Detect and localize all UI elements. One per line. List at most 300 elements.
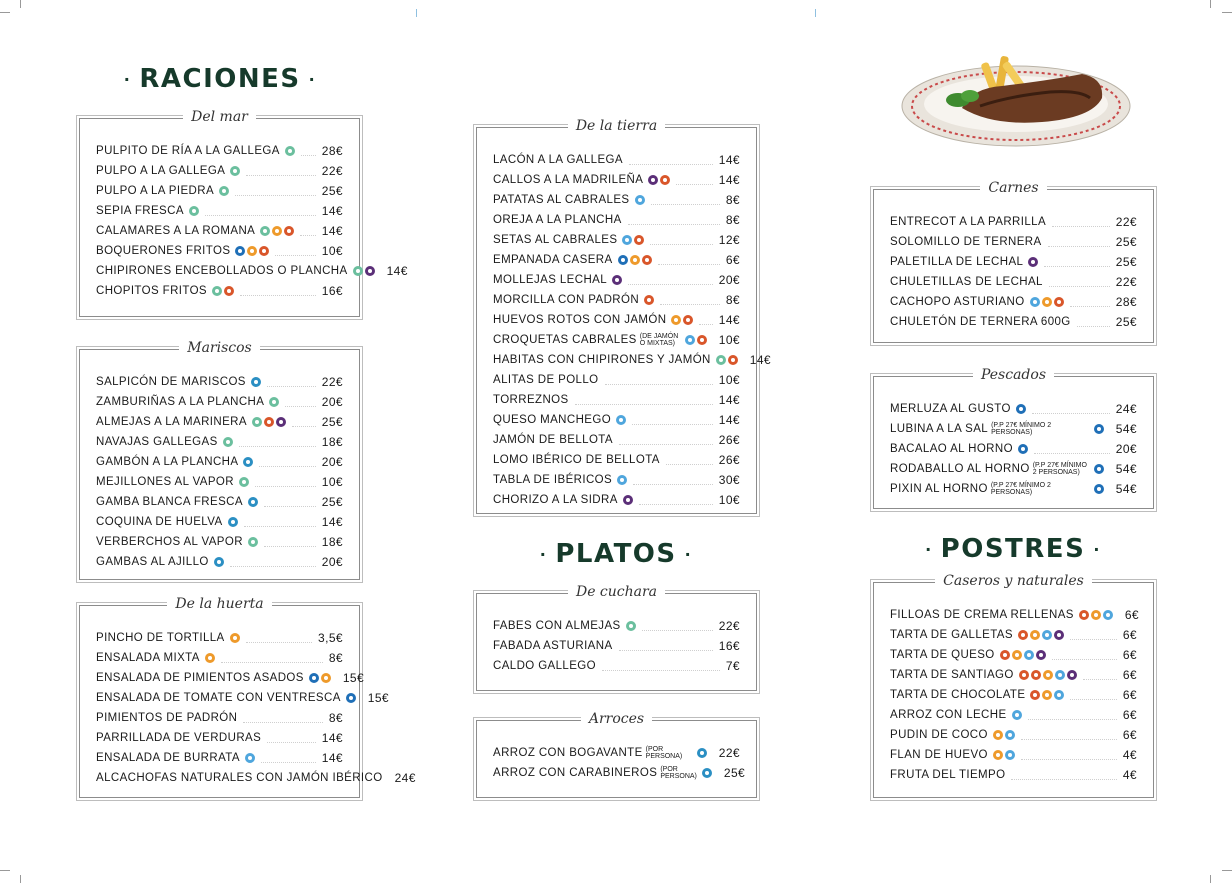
menu-item xyxy=(890,212,1137,232)
item-list xyxy=(96,141,408,301)
item-name: SOLOMILLO DE TERNERA xyxy=(890,236,1042,248)
dot-leader xyxy=(639,496,713,505)
dot-leader xyxy=(1021,731,1117,740)
item-name: GAMBA BLANCA FRESCA xyxy=(96,496,243,508)
item-name: MERLUZA AL GUSTO xyxy=(890,403,1011,415)
allergen-icon xyxy=(309,673,319,683)
allergen-icon xyxy=(245,753,255,763)
allergen-icon xyxy=(630,255,640,265)
item-price: 14€ xyxy=(321,515,343,529)
allergen-icons xyxy=(309,673,331,683)
dot-leader xyxy=(676,176,712,185)
item-price: 10€ xyxy=(718,373,740,387)
item-price: 20€ xyxy=(1115,442,1137,456)
allergen-icon xyxy=(189,206,199,216)
crop-mark xyxy=(1210,875,1211,883)
item-price: 15€ xyxy=(342,671,365,685)
menu-item xyxy=(493,656,740,676)
item-price: 6€ xyxy=(1122,628,1137,642)
allergen-icons xyxy=(1019,670,1077,680)
item-name: NAVAJAS GALLEGAS xyxy=(96,436,218,448)
section-title: Del mar xyxy=(183,109,256,125)
allergen-icon xyxy=(224,286,234,296)
allergen-icon xyxy=(1030,630,1040,640)
allergen-icon xyxy=(626,621,636,631)
item-price: 18€ xyxy=(321,435,343,449)
item-price: 18€ xyxy=(321,535,343,549)
menu-item xyxy=(890,745,1137,765)
menu-item xyxy=(890,665,1137,685)
allergen-icons xyxy=(626,621,636,631)
menu-item xyxy=(493,616,740,636)
allergen-icon xyxy=(212,286,222,296)
item-name: COQUINA DE HUELVA xyxy=(96,516,223,528)
menu-item xyxy=(890,479,1137,499)
menu-item xyxy=(890,419,1137,439)
menu-item xyxy=(890,725,1137,745)
fold-mark xyxy=(815,9,816,17)
section-title: De la huerta xyxy=(167,596,271,612)
crop-mark xyxy=(0,12,10,13)
menu-item xyxy=(493,210,740,230)
item-name: GAMBAS AL AJILLO xyxy=(96,556,209,568)
allergen-icon xyxy=(1031,670,1041,680)
item-name: HABITAS CON CHIPIRONES Y JAMÓN xyxy=(493,354,711,366)
item-price: 22€ xyxy=(718,746,740,760)
item-name: PULPO A LA PIEDRA xyxy=(96,185,215,197)
item-price: 25€ xyxy=(321,495,343,509)
allergen-icon xyxy=(1042,690,1052,700)
item-price: 25€ xyxy=(1115,235,1137,249)
menu-item xyxy=(890,292,1137,312)
allergen-icon xyxy=(1054,690,1064,700)
item-price: 25€ xyxy=(321,184,343,198)
dot-leader xyxy=(619,436,713,445)
allergen-icon xyxy=(1018,630,1028,640)
allergen-icons xyxy=(260,226,294,236)
allergen-icon xyxy=(618,255,628,265)
allergen-icons xyxy=(243,457,253,467)
item-name: TARTA DE QUESO xyxy=(890,649,995,661)
menu-item xyxy=(96,668,365,688)
menu-item xyxy=(493,350,771,370)
item-price: 6€ xyxy=(1122,648,1137,662)
item-list xyxy=(890,605,1137,785)
allergen-icons xyxy=(618,255,652,265)
allergen-icons xyxy=(648,175,670,185)
dot-leader xyxy=(240,287,316,296)
dot-leader xyxy=(632,416,713,425)
allergen-icon xyxy=(1012,650,1022,660)
item-name: LACÓN A LA GALLEGA xyxy=(493,154,623,166)
item-note: (P.P 27€ MÍNIMO 2 PERSONAS) xyxy=(991,422,1052,436)
item-list xyxy=(890,212,1137,332)
menu-item xyxy=(96,768,416,788)
item-price: 10€ xyxy=(321,244,343,258)
menu-item xyxy=(493,250,740,270)
allergen-icons xyxy=(251,377,261,387)
menu-item xyxy=(890,605,1137,625)
allergen-icons xyxy=(617,475,627,485)
allergen-icon xyxy=(228,517,238,527)
item-price: 10€ xyxy=(321,475,343,489)
item-name: PULPITO DE RÍA A LA GALLEGA xyxy=(96,145,280,157)
dot-leader xyxy=(244,518,316,527)
item-name: CHULETILLAS DE LECHAL xyxy=(890,276,1043,288)
dot-leader xyxy=(230,558,316,567)
item-list xyxy=(890,399,1137,499)
item-price: 26€ xyxy=(718,433,740,447)
item-name: ALMEJAS A LA MARINERA xyxy=(96,416,247,428)
allergen-icons xyxy=(1094,464,1104,474)
allergen-icon xyxy=(284,226,294,236)
menu-item xyxy=(493,290,740,310)
allergen-icon xyxy=(642,255,652,265)
allergen-icons xyxy=(205,653,215,663)
item-price: 16€ xyxy=(321,284,343,298)
item-price: 28€ xyxy=(1115,295,1137,309)
section-title: Arroces xyxy=(581,711,652,727)
allergen-icons xyxy=(353,266,375,276)
allergen-icon xyxy=(252,417,262,427)
dot-leader xyxy=(651,196,720,205)
section-mariscos xyxy=(79,340,360,580)
allergen-icon xyxy=(230,166,240,176)
allergen-icon xyxy=(617,475,627,485)
allergen-icon xyxy=(269,397,279,407)
allergen-icon xyxy=(702,768,712,778)
item-note: (P.P 27€ MÍNIMO 2 PERSONAS) xyxy=(990,482,1051,496)
dot-leader xyxy=(699,316,712,325)
menu-item xyxy=(890,439,1137,459)
menu-item xyxy=(493,330,740,350)
allergen-icons xyxy=(1030,297,1064,307)
section-title: Caseros y naturales xyxy=(935,573,1092,589)
allergen-icon xyxy=(1094,424,1104,434)
item-name: ENTRECOT A LA PARRILLA xyxy=(890,216,1047,228)
allergen-icons xyxy=(622,235,644,245)
dot-leader xyxy=(261,754,316,763)
menu-item xyxy=(890,685,1137,705)
item-price: 22€ xyxy=(321,164,343,178)
menu-item xyxy=(890,272,1137,292)
item-name: BOQUERONES FRITOS xyxy=(96,245,231,257)
allergen-icons xyxy=(214,557,224,567)
allergen-icon xyxy=(1018,444,1028,454)
dot-leader xyxy=(205,207,316,216)
item-price: 20€ xyxy=(321,455,343,469)
item-price: 30€ xyxy=(718,473,740,487)
dot-leader xyxy=(1070,691,1116,700)
dot-leader xyxy=(255,478,316,487)
dot-leader xyxy=(1077,318,1110,327)
allergen-icon xyxy=(205,653,215,663)
menu-item xyxy=(96,492,343,512)
allergen-icons xyxy=(252,417,286,427)
item-name: SEPIA FRESCA xyxy=(96,205,184,217)
dot-leader xyxy=(602,662,720,671)
item-name: ARROZ CON BOGAVANTE xyxy=(493,747,643,759)
dot-leader xyxy=(264,498,316,507)
dot-leader xyxy=(243,714,322,723)
item-name: QUESO MANCHEGO xyxy=(493,414,612,426)
section-title: Pescados xyxy=(973,367,1054,383)
item-name: ENSALADA MIXTA xyxy=(96,652,200,664)
menu-item xyxy=(493,390,740,410)
dot-leader xyxy=(264,538,316,547)
allergen-icon xyxy=(1019,670,1029,680)
heading-platos: · PLATOS · xyxy=(539,539,693,569)
menu-item xyxy=(890,399,1137,419)
section-title: Mariscos xyxy=(179,340,260,356)
allergen-icons xyxy=(623,495,633,505)
dot-leader xyxy=(235,187,316,196)
crop-mark xyxy=(0,870,10,871)
item-list xyxy=(96,372,343,572)
menu-item xyxy=(493,310,740,330)
allergen-icon xyxy=(697,748,707,758)
allergen-icon xyxy=(671,315,681,325)
item-name: ALITAS DE POLLO xyxy=(493,374,599,386)
allergen-icons xyxy=(1016,404,1026,414)
allergen-icon xyxy=(1094,484,1104,494)
menu-item xyxy=(96,432,343,452)
item-price: 14€ xyxy=(749,353,771,367)
item-price: 16€ xyxy=(718,639,740,653)
item-name: PATATAS AL CABRALES xyxy=(493,194,630,206)
dot-leader xyxy=(1028,711,1117,720)
crop-mark xyxy=(1210,0,1211,8)
menu-item xyxy=(890,459,1137,479)
item-name: CACHOPO ASTURIANO xyxy=(890,296,1025,308)
item-price: 14€ xyxy=(321,224,343,238)
item-price: 8€ xyxy=(328,711,343,725)
dot-leader xyxy=(259,458,315,467)
allergen-icons xyxy=(702,768,712,778)
allergen-icon xyxy=(1043,670,1053,680)
dot-leader xyxy=(1070,631,1117,640)
allergen-icons xyxy=(1012,710,1022,720)
item-name: EMPANADA CASERA xyxy=(493,254,613,266)
item-name: PARRILLADA DE VERDURAS xyxy=(96,732,262,744)
allergen-icons xyxy=(223,437,233,447)
item-name: MEJILLONES AL VAPOR xyxy=(96,476,234,488)
item-price: 26€ xyxy=(718,453,740,467)
menu-item xyxy=(493,190,740,210)
menu-item xyxy=(96,241,343,261)
allergen-icons xyxy=(285,146,295,156)
allergen-icon xyxy=(353,266,363,276)
menu-item xyxy=(890,645,1137,665)
item-price: 14€ xyxy=(718,153,740,167)
allergen-icons xyxy=(1018,444,1028,454)
item-name: BACALAO AL HORNO xyxy=(890,443,1013,455)
fold-mark xyxy=(416,9,417,17)
dot-leader xyxy=(575,396,713,405)
item-name: ENSALADA DE BURRATA xyxy=(96,752,240,764)
allergen-icon xyxy=(728,355,738,365)
allergen-icons xyxy=(248,497,258,507)
item-price: 8€ xyxy=(328,651,343,665)
section-de-la-huerta xyxy=(79,596,416,798)
item-name: PULPO A LA GALLEGA xyxy=(96,165,226,177)
menu-item xyxy=(890,312,1137,332)
allergen-icon xyxy=(259,246,269,256)
item-name: JAMÓN DE BELLOTA xyxy=(493,434,613,446)
menu-item xyxy=(96,452,343,472)
allergen-icon xyxy=(239,477,249,487)
menu-item xyxy=(890,625,1137,645)
menu-item xyxy=(493,370,740,390)
item-name: LOMO IBÉRICO DE BELLOTA xyxy=(493,454,660,466)
allergen-icons xyxy=(1094,424,1104,434)
menu-item xyxy=(493,170,740,190)
menu-item xyxy=(96,472,343,492)
item-price: 14€ xyxy=(321,751,343,765)
item-price: 22€ xyxy=(1115,275,1137,289)
item-name: RODABALLO AL HORNO xyxy=(890,463,1030,475)
allergen-icon xyxy=(616,415,626,425)
allergen-icon xyxy=(685,335,695,345)
allergen-icon xyxy=(285,146,295,156)
allergen-icon xyxy=(1030,690,1040,700)
dot-leader xyxy=(267,378,316,387)
allergen-icon xyxy=(243,457,253,467)
dot-leader xyxy=(619,642,713,651)
allergen-icon xyxy=(230,633,240,643)
item-name: CHULETÓN DE TERNERA 600G xyxy=(890,316,1071,328)
allergen-icons xyxy=(635,195,645,205)
item-name: VERBERCHOS AL VAPOR xyxy=(96,536,243,548)
allergen-icon xyxy=(634,235,644,245)
menu-item xyxy=(493,450,740,470)
item-price: 6€ xyxy=(1122,708,1137,722)
steak-plate-image xyxy=(900,42,1132,154)
allergen-icons xyxy=(228,517,238,527)
allergen-icon xyxy=(223,437,233,447)
item-name: ARROZ CON LECHE xyxy=(890,709,1007,721)
allergen-icons xyxy=(239,477,249,487)
allergen-icon xyxy=(644,295,654,305)
item-price: 3,5€ xyxy=(318,631,343,645)
heading-postres: · POSTRES · xyxy=(925,534,1101,564)
allergen-icon xyxy=(622,235,632,245)
dot-leader xyxy=(1083,671,1117,680)
allergen-icons xyxy=(1079,610,1113,620)
allergen-icon xyxy=(1079,610,1089,620)
allergen-icon xyxy=(260,226,270,236)
dot-leader xyxy=(658,256,720,265)
menu-item xyxy=(96,512,343,532)
dot-leader xyxy=(605,376,713,385)
allergen-icon xyxy=(660,175,670,185)
section-caseros-y-naturales xyxy=(873,573,1154,798)
menu-item xyxy=(96,728,343,748)
dot-leader xyxy=(246,167,315,176)
allergen-icon xyxy=(1094,464,1104,474)
allergen-icon xyxy=(1000,650,1010,660)
item-name: CALDO GALLEGO xyxy=(493,660,596,672)
dot-leader xyxy=(1032,405,1110,414)
allergen-icon xyxy=(1103,610,1113,620)
allergen-icon xyxy=(214,557,224,567)
menu-item xyxy=(96,748,343,768)
dot-leader xyxy=(629,156,713,165)
allergen-icon xyxy=(219,186,229,196)
heading-raciones: · RACIONES · xyxy=(123,64,317,94)
item-name: ALCACHOFAS NATURALES CON JAMÓN IBÉRICO xyxy=(96,772,383,784)
dot-leader xyxy=(1070,298,1110,307)
dot-leader xyxy=(628,276,713,285)
section-de-la-tierra xyxy=(476,118,771,514)
item-price: 24€ xyxy=(394,771,416,785)
item-price: 54€ xyxy=(1115,482,1137,496)
item-name: PIMIENTOS DE PADRÓN xyxy=(96,712,238,724)
item-name: FABES CON ALMEJAS xyxy=(493,620,621,632)
allergen-icon xyxy=(1042,630,1052,640)
dot-leader xyxy=(275,247,315,256)
item-note: (P.P 27€ MÍNIMO 2 PERSONAS) xyxy=(1032,462,1087,476)
item-price: 6€ xyxy=(1122,728,1137,742)
dot-leader xyxy=(239,438,316,447)
item-price: 8€ xyxy=(725,193,740,207)
allergen-icons xyxy=(697,748,707,758)
item-price: 7€ xyxy=(725,659,740,673)
item-name: SETAS AL CABRALES xyxy=(493,234,618,246)
item-note: (POR PERSONA) xyxy=(660,766,697,780)
allergen-icons xyxy=(1000,650,1046,660)
item-name: TARTA DE CHOCOLATE xyxy=(890,689,1026,701)
allergen-icons xyxy=(612,275,622,285)
allergen-icon xyxy=(321,673,331,683)
item-name: HUEVOS ROTOS CON JAMÓN xyxy=(493,314,667,326)
item-name: ENSALADA DE TOMATE CON VENTRESCA xyxy=(96,692,341,704)
item-price: 20€ xyxy=(321,555,343,569)
allergen-icon xyxy=(635,195,645,205)
item-price: 10€ xyxy=(718,493,740,507)
menu-item xyxy=(890,252,1137,272)
dot-leader xyxy=(301,147,316,156)
allergen-icons xyxy=(671,315,693,325)
item-price: 10€ xyxy=(718,333,740,347)
allergen-icons xyxy=(616,415,626,425)
allergen-icons xyxy=(219,186,229,196)
item-name: TARTA DE SANTIAGO xyxy=(890,669,1014,681)
allergen-icon xyxy=(1005,750,1015,760)
dot-leader xyxy=(1052,218,1110,227)
allergen-icon xyxy=(697,335,707,345)
allergen-icons xyxy=(993,750,1015,760)
item-name: CHIPIRONES ENCEBOLLADOS O PLANCHA xyxy=(96,265,348,277)
dot-leader xyxy=(300,227,316,236)
item-name: LUBINA A LA SAL xyxy=(890,423,989,435)
allergen-icons xyxy=(716,355,738,365)
item-name: PUDIN DE COCO xyxy=(890,729,988,741)
menu-item xyxy=(96,708,343,728)
section-carnes xyxy=(873,180,1154,343)
item-price: 6€ xyxy=(1122,688,1137,702)
menu-item xyxy=(96,141,343,161)
item-name: TARTA DE GALLETAS xyxy=(890,629,1013,641)
item-price: 25€ xyxy=(1115,255,1137,269)
item-price: 14€ xyxy=(321,731,343,745)
allergen-icons xyxy=(993,730,1015,740)
item-name: ARROZ CON CARABINEROS xyxy=(493,767,658,779)
dot-leader xyxy=(1011,771,1116,780)
allergen-icon xyxy=(1054,297,1064,307)
allergen-icon xyxy=(1091,610,1101,620)
dot-leader xyxy=(1049,278,1110,287)
